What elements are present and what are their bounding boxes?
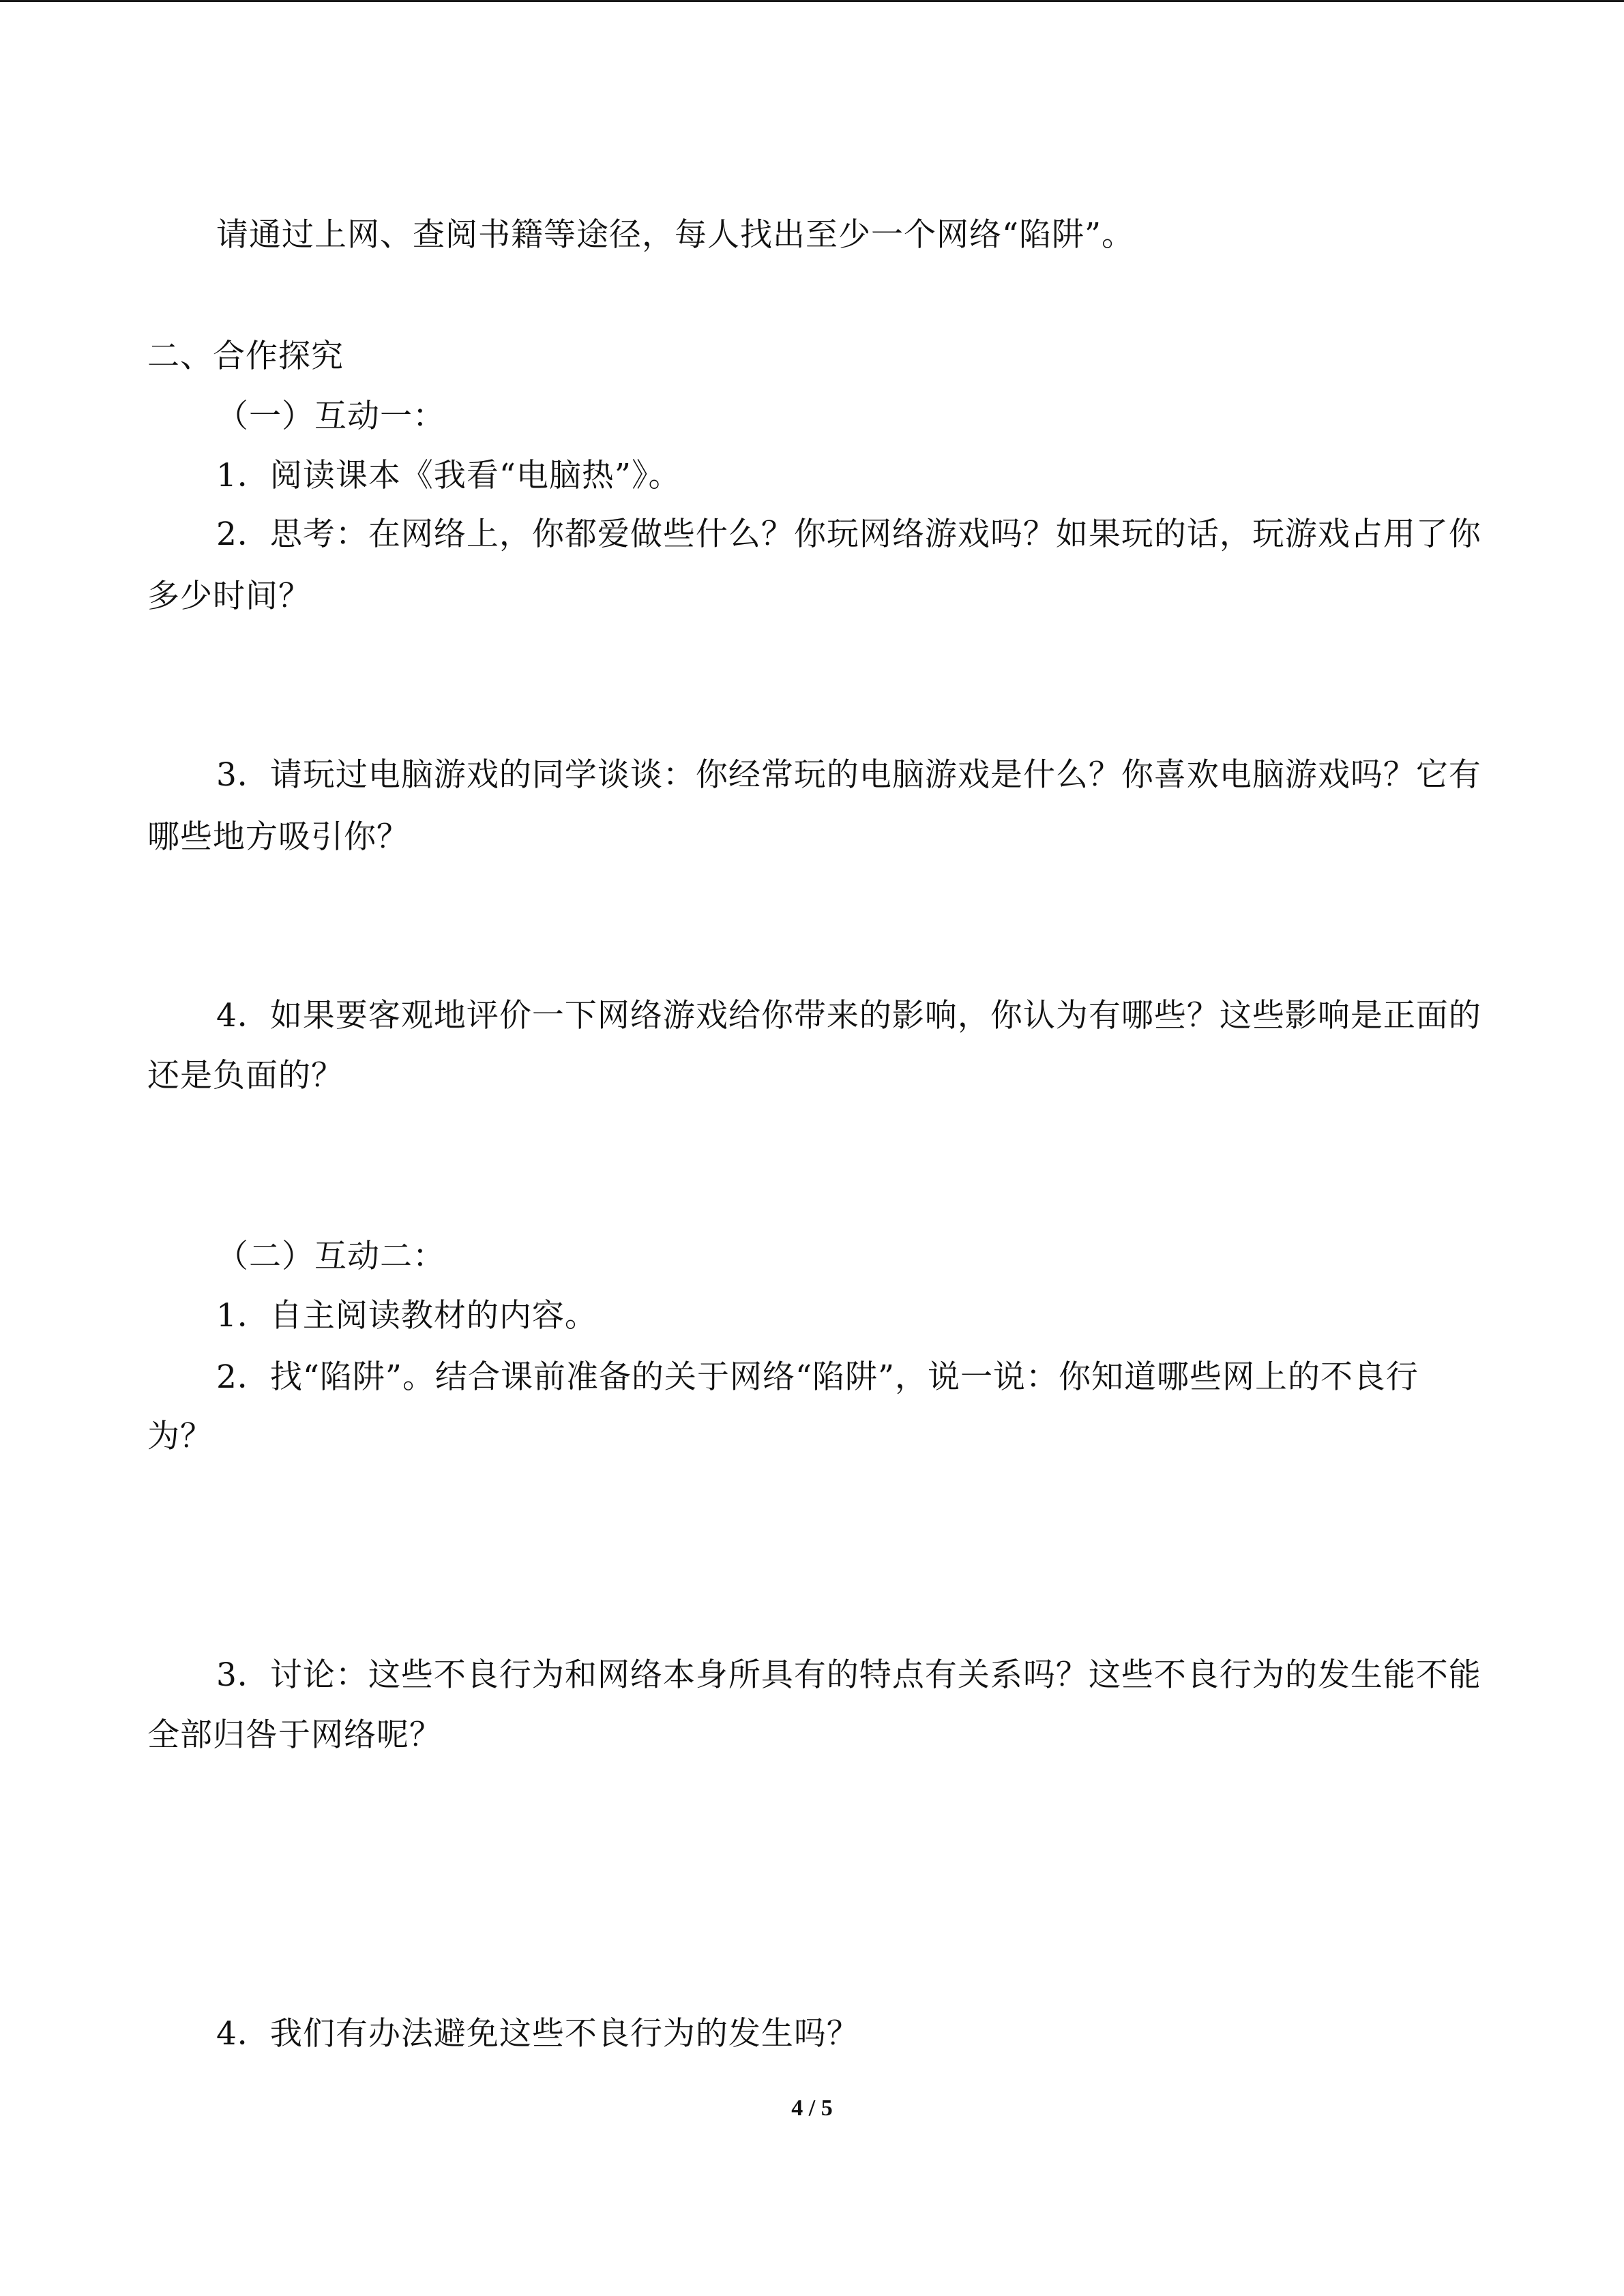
top-border-line bbox=[0, 0, 1624, 2]
subsection-heading-interaction-2: （二）互动二： bbox=[216, 1238, 445, 1275]
interaction1-item-2-line-2: 多少时间？ bbox=[147, 578, 311, 615]
interaction2-item-1: 1．自主阅读教材的内容。 bbox=[216, 1297, 597, 1335]
interaction1-item-3-line-1: 3．请玩过电脑游戏的同学谈谈：你经常玩的电脑游戏是什么？你喜欢电脑游戏吗？它有 bbox=[216, 756, 1481, 794]
intro-paragraph: 请通过上网、查阅书籍等途径，每人找出至少一个网络“陷阱”。 bbox=[216, 216, 1135, 254]
interaction1-item-4-line-2: 还是负面的？ bbox=[147, 1057, 344, 1094]
interaction1-item-2-line-1: 2．思考：在网络上，你都爱做些什么？你玩网络游戏吗？如果玩的话，玩游戏占用了你 bbox=[216, 516, 1481, 553]
interaction1-item-4-line-1: 4．如果要客观地评价一下网络游戏给你带来的影响，你认为有哪些？这些影响是正面的 bbox=[216, 997, 1481, 1034]
interaction2-item-4: 4．我们有办法避免这些不良行为的发生吗？ bbox=[216, 2015, 859, 2053]
subsection-heading-interaction-1: （一）互动一： bbox=[216, 398, 445, 435]
section-heading-cooperative-inquiry: 二、合作探究 bbox=[147, 338, 344, 375]
interaction2-item-2-line-1: 2．找“陷阱”。结合课前准备的关于网络“陷阱”，说一说：你知道哪些网上的不良行 bbox=[216, 1358, 1419, 1396]
interaction1-item-3-line-2: 哪些地方吸引你？ bbox=[147, 818, 409, 856]
interaction1-item-1: 1．阅读课本《我看“电脑热”》。 bbox=[216, 457, 681, 494]
interaction2-item-3-line-1: 3．讨论：这些不良行为和网络本身所具有的特点有关系吗？这些不良行为的发生能不能 bbox=[216, 1656, 1481, 1694]
interaction2-item-3-line-2: 全部归咎于网络呢？ bbox=[147, 1716, 442, 1754]
page-number: 4 / 5 bbox=[791, 2096, 833, 2121]
interaction2-item-2-line-2: 为？ bbox=[147, 1418, 213, 1455]
